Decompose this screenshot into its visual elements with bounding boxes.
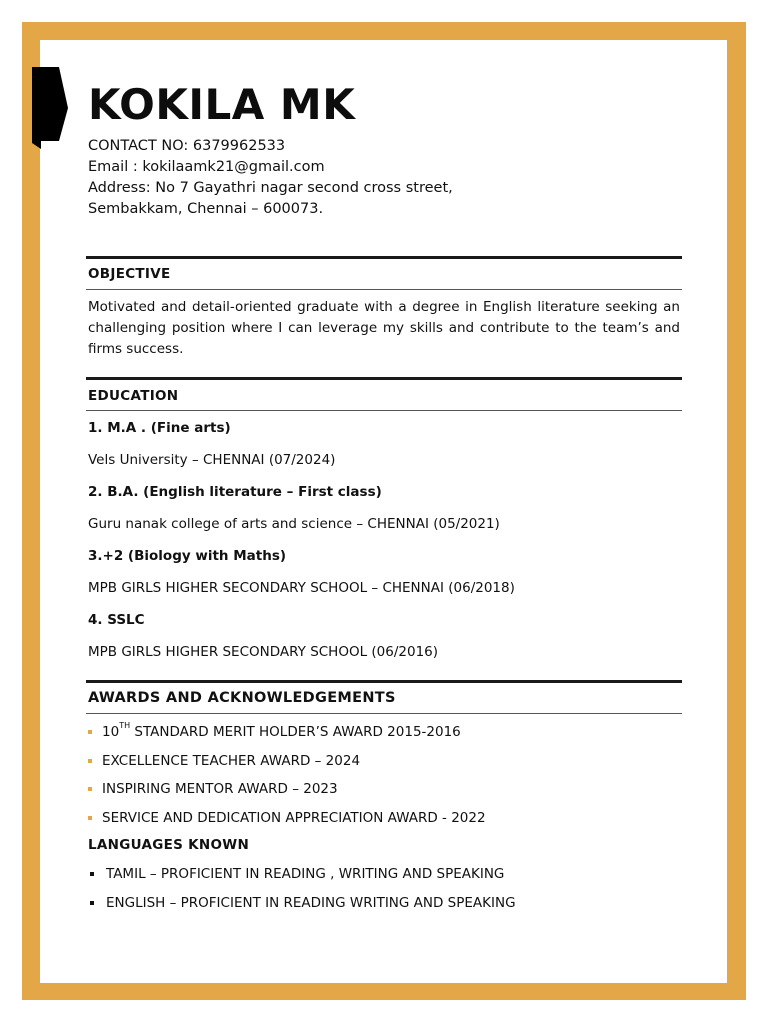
contact-block [88, 136, 453, 220]
section-rule-thin [86, 289, 682, 290]
education-item-title: 4. SSLC [88, 612, 145, 628]
education-item-title: 2. B.A. (English literature – First class) [88, 484, 382, 500]
language-item: ENGLISH – PROFICIENT IN READING WRITING AND SPEAKING [88, 895, 516, 924]
section-rule-thick [86, 256, 682, 259]
address-line-1: Address: No 7 Gayathri nagar second cross street, [88, 180, 453, 196]
award-item: EXCELLENCE TEACHER AWARD – 2024 [88, 753, 486, 782]
section-rule-thick [86, 377, 682, 380]
education-item-detail: MPB GIRLS HIGHER SECONDARY SCHOOL (06/2016) [88, 644, 439, 660]
languages-heading: LANGUAGES KNOWN [88, 837, 250, 853]
awards-heading: AWARDS AND ACKNOWLEDGEMENTS [88, 690, 396, 706]
education-item-detail: MPB GIRLS HIGHER SECONDARY SCHOOL – CHENNAI (06/2018) [88, 580, 515, 596]
education-item-detail: Vels University – CHENNAI (07/2024) [88, 452, 336, 468]
bullet-square-icon [88, 787, 92, 791]
bullet-square-icon [90, 901, 94, 905]
section-rule-thick [86, 680, 682, 683]
education-item-detail: Guru nanak college of arts and science – CHENNAI (05/2021) [88, 516, 500, 532]
bullet-square-icon [88, 816, 92, 820]
candidate-name: KOKILA MK [88, 80, 356, 129]
header-tab-marker [32, 67, 68, 149]
bullet-square-icon [90, 872, 94, 876]
education-item-title: 1. M.A . (Fine arts) [88, 420, 231, 436]
bullet-square-icon [88, 759, 92, 763]
award-item: INSPIRING MENTOR AWARD – 2023 [88, 781, 486, 810]
address-line-2: Sembakkam, Chennai – 600073. [88, 201, 324, 217]
award-item: 10TH STANDARD MERIT HOLDER’S AWARD 2015-2016 [88, 724, 486, 753]
section-rule-thin [86, 713, 682, 714]
email-address: Email : kokilaamk21@gmail.com [88, 159, 325, 175]
bullet-square-icon [88, 730, 92, 734]
language-item: TAMIL – PROFICIENT IN READING , WRITING AND SPEAKING [88, 866, 516, 895]
contact-number: CONTACT NO: 6379962533 [88, 138, 286, 154]
section-rule-thin [86, 410, 682, 411]
education-heading: EDUCATION [88, 388, 179, 404]
awards-list [88, 721, 486, 838]
award-item: SERVICE AND DEDICATION APPRECIATION AWARD - 2022 [88, 810, 486, 839]
objective-heading: OBJECTIVE [88, 266, 171, 282]
objective-text: Motivated and detail-oriented graduate with a degree in English literature seeking an challenging position where I can leverage my skills and contribute to the team’s and firms success. [88, 299, 680, 357]
education-item-title: 3.+2 (Biology with Maths) [88, 548, 287, 564]
languages-list [88, 866, 516, 923]
